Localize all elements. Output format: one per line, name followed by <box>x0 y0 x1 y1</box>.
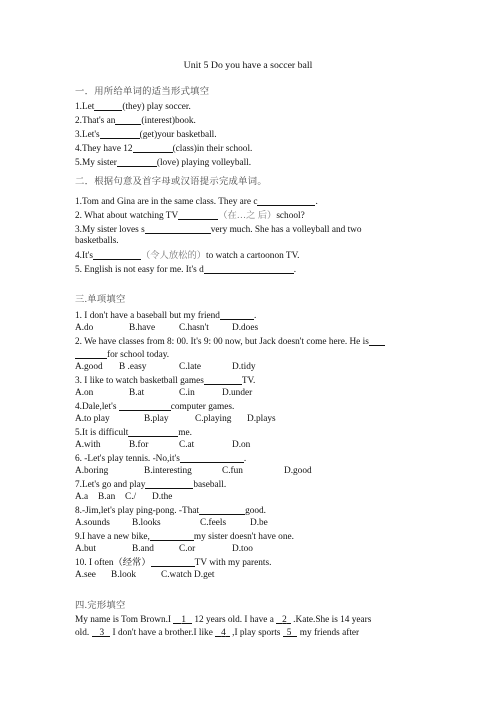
s1-question-1: 1.Let (they) play soccer. <box>75 102 191 112</box>
option-b: B.and <box>132 544 154 554</box>
option-c: C.playing <box>195 414 232 424</box>
option-b: B.at <box>129 388 145 398</box>
blank-number: 5 <box>286 628 292 638</box>
s2-question-1: 1.Tom and Gina are in the same class. They are c . <box>75 197 318 207</box>
option-b: B.look <box>111 570 137 580</box>
section-4-heading: 四.完形填空 <box>75 601 126 611</box>
option-a: A.but <box>75 544 96 554</box>
blank-number: 3 <box>99 628 105 638</box>
s2-question-5: 5. English is not easy for me. It's d . <box>75 265 297 275</box>
option-a: A.sounds <box>75 518 110 528</box>
option-a: A.boring <box>75 466 109 476</box>
s2-question-4: 4.It's （令人放松的）to watch a cartoonon TV. <box>75 251 300 261</box>
option-c: C.at <box>179 440 195 450</box>
section-2-heading: 二．根据句意及首字母或汉语提示完成单词。 <box>75 177 267 187</box>
s3-question-9: 9.I have a new bike, my sister doesn't have one. <box>75 532 294 542</box>
option-c: C.in <box>179 388 195 398</box>
option-a: A.good <box>75 362 103 372</box>
option-b: B.looks <box>132 518 161 528</box>
option-a: A.a <box>75 492 89 502</box>
option-b: B.an <box>98 492 116 502</box>
option-c: C.hasn't <box>179 323 209 333</box>
s3-question-3: 3. I like to watch basketball games TV. <box>75 376 256 386</box>
option-d: D.tidy <box>232 362 256 372</box>
option-a: A.on <box>75 388 94 398</box>
s1-question-3: 3.Let's (get)your basketball. <box>75 130 217 140</box>
s1-question-2: 2.That's an (interest)book. <box>75 116 196 126</box>
s3-question-7: 7.Let's go and play baseball. <box>75 480 227 490</box>
option-b: B.interesting <box>144 466 192 476</box>
section-3-heading: 三.单项填空 <box>75 295 126 305</box>
option-b: B.for <box>129 440 149 450</box>
s1-question-5: 5.My sister (love) playing volleyball. <box>75 158 252 168</box>
option-c: C.or <box>179 544 196 554</box>
s2-question-3-cont: basketballs. <box>75 236 119 246</box>
option-d: D.the <box>152 492 173 502</box>
option-b: B.have <box>129 323 156 333</box>
option-d: D.be <box>250 518 268 528</box>
cloze-line-2: old. 3 I don't have a brother.I like 4 ,I play sports 5 my friends after <box>75 628 360 638</box>
option-d: D.does <box>232 323 259 333</box>
option-d: D.too <box>232 544 253 554</box>
s1-question-4: 4.They have 12 (class)in their school. <box>75 144 253 154</box>
s3-question-10: 10. I often（经常） TV with my parents. <box>75 558 272 568</box>
blank-number: 2 <box>282 615 287 625</box>
s3-question-4: 4.Dale,let's computer games. <box>75 402 235 412</box>
cloze-line-1: My name is Tom Brown.I 1 12 years old. I have a 2 .Kate.She is 14 years <box>75 615 372 625</box>
option-d: D.on <box>232 440 251 450</box>
option-b: B .easy <box>119 362 147 372</box>
option-c: C.watch D.get <box>161 570 215 580</box>
page-title: Unit 5 Do you have a soccer ball <box>183 60 313 71</box>
section-1-heading: 一．用所给单词的适当形式填空 <box>75 87 210 97</box>
option-a: A.see <box>75 570 96 580</box>
option-c: C.late <box>179 362 201 372</box>
s3-question-2: 2. We have classes from 8: 00. It's 9: 00 now, but Jack doesn't come here. He is <box>75 335 425 348</box>
option-a: A.with <box>75 440 101 450</box>
s2-question-3: 3.My sister loves s very much. She has a volleyball and two <box>75 225 362 235</box>
option-c: C.fun <box>222 466 243 476</box>
option-a: A.to play <box>75 414 110 424</box>
s3-question-8: 8.-Jim,let's play ping-pong. -That good. <box>75 506 266 516</box>
s3-question-5: 5.It is difficult me. <box>75 428 192 438</box>
option-c: C.feels <box>200 518 227 528</box>
s3-question-6: 6. -Let's play tennis. -No,it's . <box>75 454 247 464</box>
option-b: B.play <box>144 414 169 424</box>
blank-number: 1 <box>181 615 186 625</box>
option-d: D.good <box>284 466 312 476</box>
option-a: A.do <box>75 323 94 333</box>
s3-question-1: 1. I don't have a baseball but my friend . <box>75 311 257 321</box>
blank-number: 4 <box>221 628 226 638</box>
s3-question-2-cont: for school today. <box>75 348 425 361</box>
option-c: C./ <box>125 492 137 502</box>
s2-question-2: 2. What about watching TV （在…之 后）school? <box>75 211 305 221</box>
option-d: D.plays <box>247 414 276 424</box>
option-d: D.under <box>222 388 253 398</box>
